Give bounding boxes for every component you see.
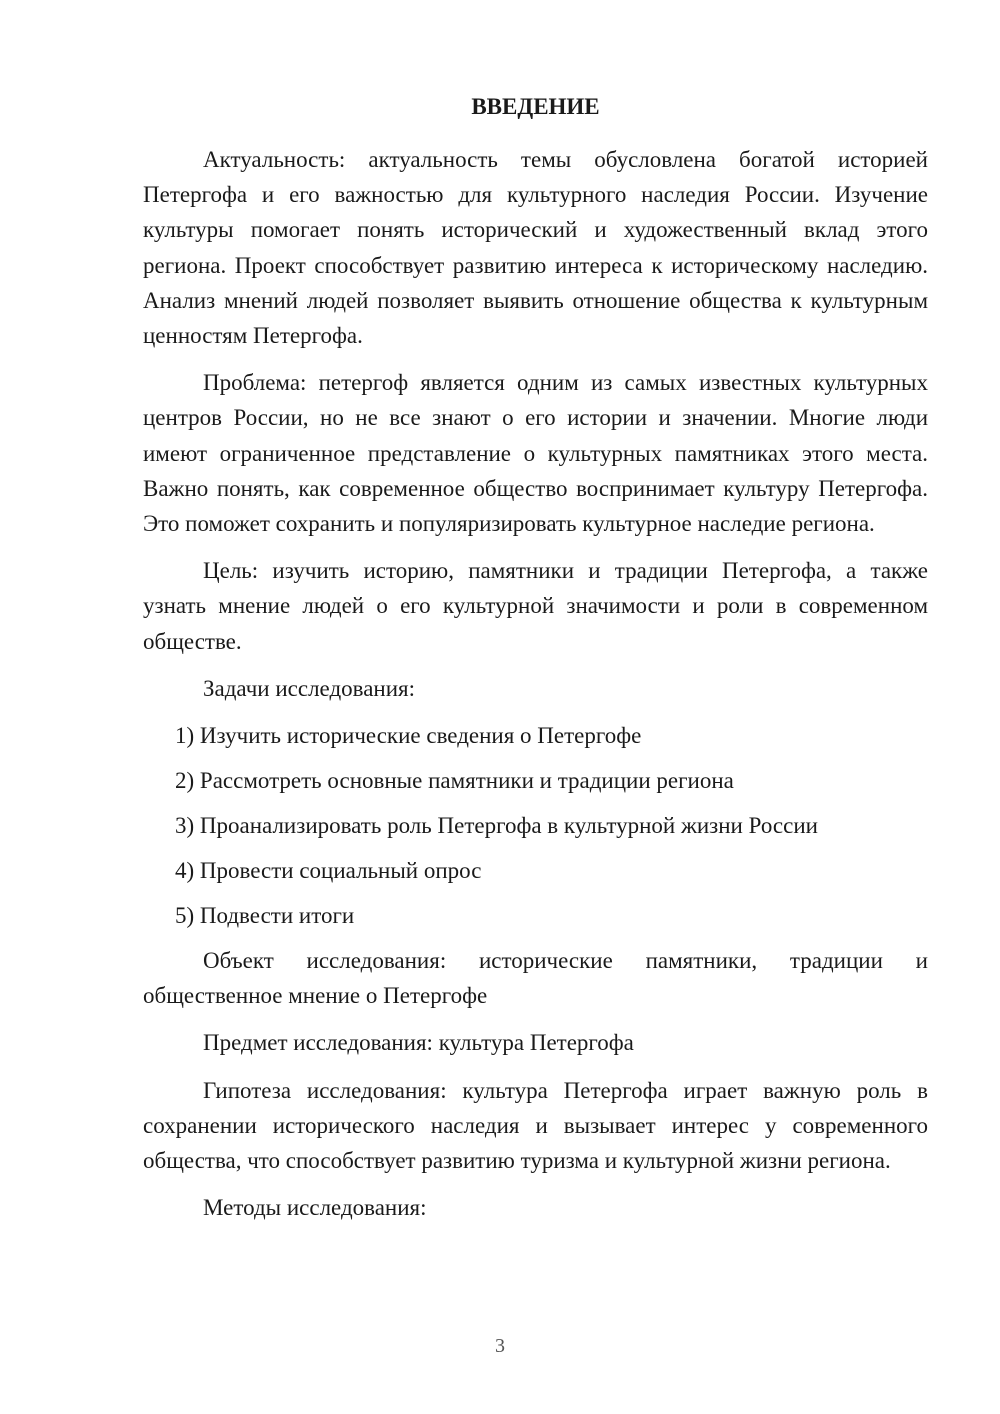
- task-item-1: 1) Изучить исторические сведения о Петергофе: [175, 723, 642, 749]
- task-item-2: 2) Рассмотреть основные памятники и традиции региона: [175, 768, 734, 794]
- task-item-4: 4) Провести социальный опрос: [175, 858, 482, 884]
- tasks-list: [143, 718, 928, 933]
- page-number: 3: [495, 1335, 505, 1357]
- tasks-heading: Задачи исследования:: [203, 675, 416, 701]
- relevance-paragraph: Актуальность: актуальность темы обусловлена богатой историей Петергофа и его важностью для культурного наследия России. Изучение культуры помогает понять исторический и художественный вклад этого региона. Проект способствует развитию интереса к историческому наследию. Анализ мнений людей позволяет выявить отношение общества к культурным ценностям Петергофа.: [143, 147, 928, 349]
- document-page: [143, 92, 928, 1237]
- goal-paragraph: Цель: изучить историю, памятники и традиции Петергофа, а также узнать мнение людей о его культурной значимости и роли в современном обществе.: [143, 558, 928, 654]
- task-item-5: 5) Подвести итоги: [175, 903, 355, 929]
- subject-paragraph: Предмет исследования: культура Петергофа: [203, 1030, 634, 1056]
- page-title: ВВЕДЕНИЕ: [471, 94, 600, 119]
- hypothesis-paragraph: Гипотеза исследования: культура Петергофа играет важную роль в сохранении исторического наследия и вызывает интерес у современного общества, что способствует развитию туризма и культурной жизни региона.: [143, 1077, 928, 1174]
- task-item-3: 3) Проанализировать роль Петергофа в культурной жизни России: [175, 813, 818, 839]
- problem-paragraph: Проблема: петергоф является одним из самых известных культурных центров России, но не все знают о его истории и значении. Многие люди имеют ограниченное представление о культурных памятниках этого места. Важно понять, как современное общество воспринимает культуру Петергофа. Это поможет сохранить и популяризировать культурное наследие региона.: [143, 370, 928, 537]
- object-paragraph: Объект исследования: исторические памятники, традиции и общественное мнение о Петергофе: [143, 948, 928, 1009]
- methods-heading: Методы исследования:: [203, 1195, 427, 1221]
